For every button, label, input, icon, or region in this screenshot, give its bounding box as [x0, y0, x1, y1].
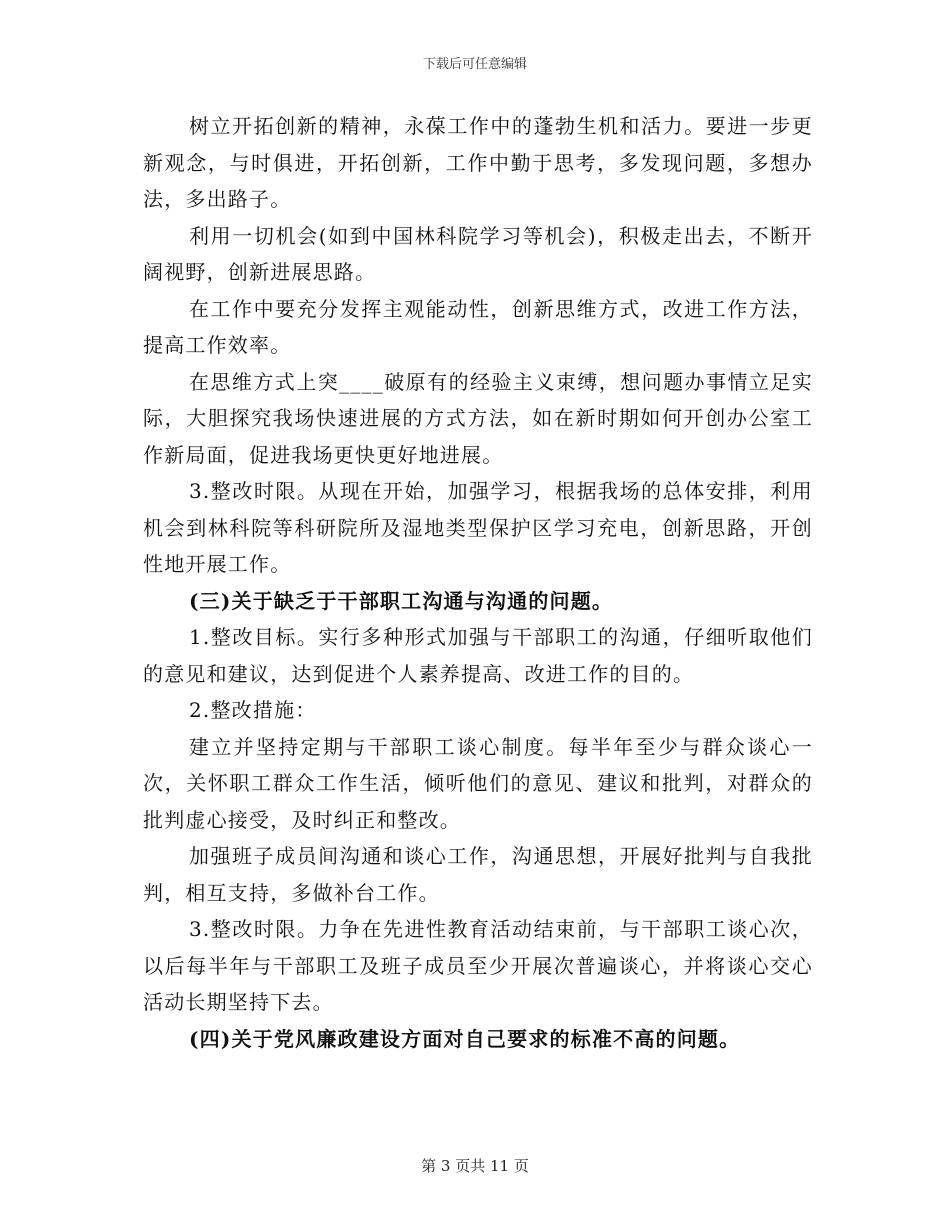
paragraph-deadline-1: 3.整改时限。从现在开始，加强学习，根据我场的总体安排，利用机会到林科院等科研院所及湿地类型保护区学习充电，创新思路，开创性地开展工作。 [143, 479, 813, 576]
document-body [143, 108, 813, 1057]
page-number: 第 3 页共 11 页 [421, 1157, 529, 1175]
paragraph-deadline-2: 3.整改时限。力争在先进性教育活动结束前，与干部职工谈心次，以后每半年与干部职工及班子成员至少开展次普遍谈心，并将谈心交心活动长期坚持下去。 [143, 917, 813, 1014]
paragraph-thinking-style: 在思维方式上突____破原有的经验主义束缚，想问题办事情立足实际，大胆探究我场快速进展的方式方法，如在新时期如何开创办公室工作新局面，促进我场更快更好地进展。 [143, 369, 813, 467]
paragraph-team-communication: 加强班子成员间沟通和谈心工作，沟通思想，开展好批判与自我批判，相互支持，多做补台工作。 [143, 844, 813, 905]
page-header: 下载后可任意编辑 [422, 57, 527, 72]
paragraph-talk-system: 建立并坚持定期与干部职工谈心制度。每半年至少与群众谈心一次，关怀职工群众工作生活，倾听他们的意见、建议和批判，对群众的批判虚心接受，及时纠正和整改。 [143, 734, 813, 832]
section-heading-3: (三)关于缺乏于干部职工沟通与沟通的问题。 [189, 588, 614, 613]
paragraph-goal: 1.整改目标。实行多种形式加强与干部职工的沟通，仔细听取他们的意见和建议，达到促进个人素养提高、改进工作的目的。 [143, 625, 813, 686]
paragraph-initiative: 在工作中要充分发挥主观能动性，创新思维方式，改进工作方法，提高工作效率。 [143, 296, 813, 357]
paragraph-measures-label: 2.整改措施： [189, 698, 317, 722]
section-heading-4: (四)关于党风廉政建设方面对自己要求的标准不高的问题。 [189, 1026, 741, 1051]
paragraph-innovation-spirit: 树立开拓创新的精神，永葆工作中的蓬勃生机和活力。要进一步更新观念，与时俱进，开拓创新，工作中勤于思考，多发现问题，多想办法，多出路子。 [143, 114, 813, 211]
paragraph-use-opportunities: 利用一切机会(如到中国林科院学习等机会)，积极走出去，不断开阔视野，创新进展思路。 [143, 223, 813, 284]
